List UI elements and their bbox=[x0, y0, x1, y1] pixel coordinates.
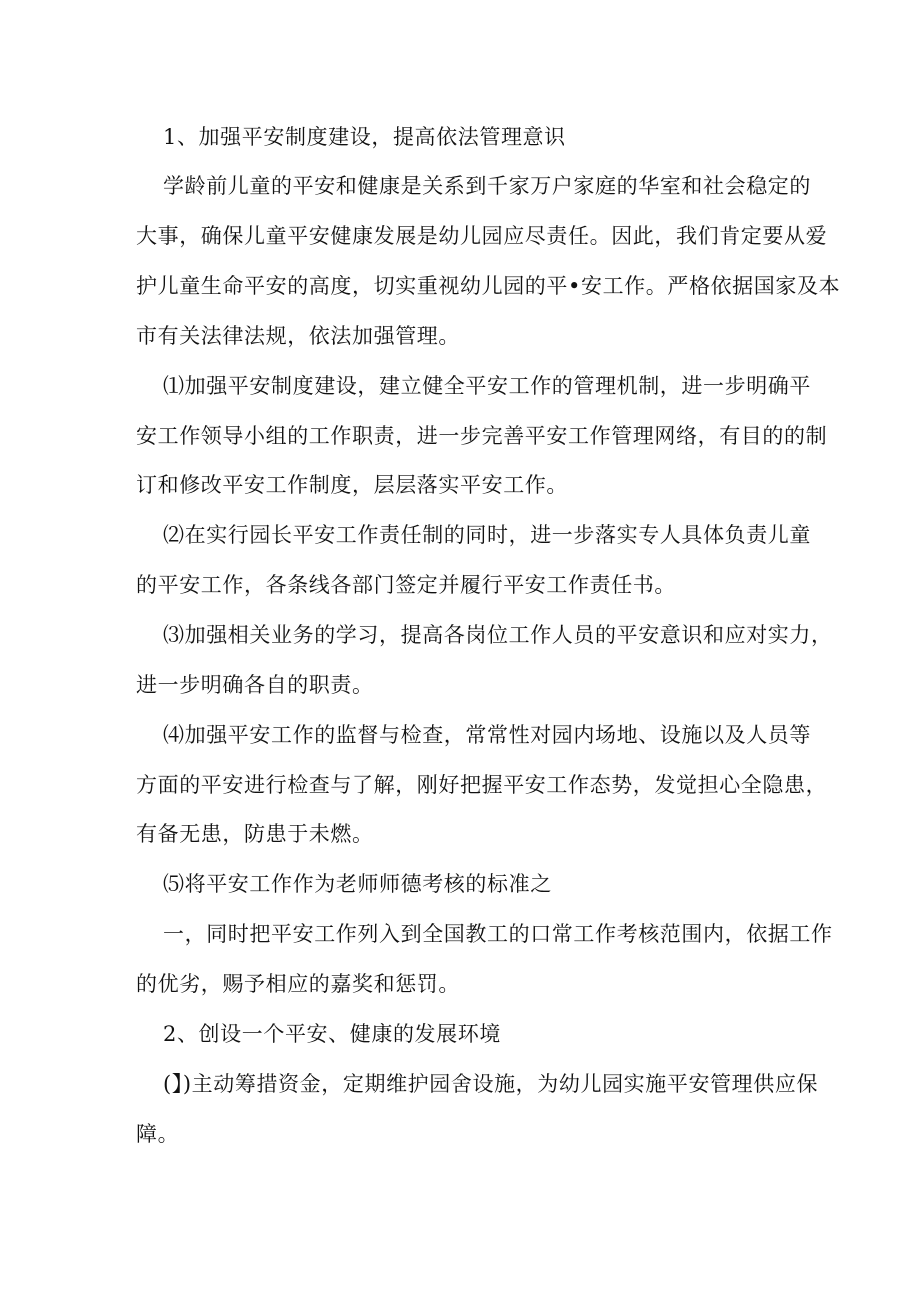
paragraph-line: 的平安工作，各条线各部门签定并履行平安工作责任书。 bbox=[136, 573, 676, 597]
paragraph-line: 安工作领导小组的工作职责，进一步完善平安工作管理网络，有目的的制 bbox=[136, 424, 828, 448]
paragraph-line: ⑷加强平安工作的监督与检查，常常性对园内场地、设施以及人员等 bbox=[163, 723, 811, 747]
paragraph-line: 订和修改平安工作制度，层层落实平安工作。 bbox=[136, 473, 568, 497]
paragraph-line: ⑴加强平安制度建设，建立健全平安工作的管理机制，进一步明确平 bbox=[163, 374, 811, 398]
paragraph-line: ⑸将平安工作作为老师师德考核的标准之 bbox=[163, 872, 552, 896]
paragraph-line: 一，同时把平安工作列入到全国教工的口常工作考核范围内，依据工作 bbox=[163, 922, 833, 946]
paragraph-line: 障。 bbox=[136, 1122, 180, 1146]
section-heading: 1、加强平安制度建设，提高依法管理意识 bbox=[163, 125, 566, 149]
paragraph-line: 大事，确保儿童平安健康发展是幼儿园应尽责任。因此，我们肯定要从爱 bbox=[136, 224, 828, 248]
paragraph-line: 学龄前儿童的平安和健康是关系到千家万户家庭的华室和社会稳定的 bbox=[163, 174, 811, 198]
paragraph-line: 进一步明确各自的职责。 bbox=[136, 673, 374, 697]
section-heading: 2、创设一个平安、健康的发展环境 bbox=[163, 1022, 501, 1046]
paragraph-line: 市有关法律法规，依法加强管理。 bbox=[136, 324, 460, 348]
paragraph-line: ⑶加强相关业务的学习，提高各岗位工作人员的平安意识和应对实力， bbox=[163, 623, 833, 647]
paragraph-line: 方面的平安进行检查与了解，刚好把握平安工作态势，发觉担心全隐患， bbox=[136, 773, 828, 797]
paragraph-line: 的优劣，赐予相应的嘉奖和惩罚。 bbox=[136, 972, 460, 996]
paragraph-line: 有备无患，防患于未燃。 bbox=[136, 822, 374, 846]
paragraph-line: ⑵在实行园长平安工作责任制的同时，进一步落实专人具体负责儿童 bbox=[163, 523, 811, 547]
paragraph-line: (】)主动筹措资金，定期维护园舍设施，为幼儿园实施平安管理供应保 bbox=[163, 1072, 819, 1096]
paragraph-line: 护儿童生命平安的高度，切实重视幼儿园的平•安工作。严格依据国家及本 bbox=[136, 274, 841, 298]
